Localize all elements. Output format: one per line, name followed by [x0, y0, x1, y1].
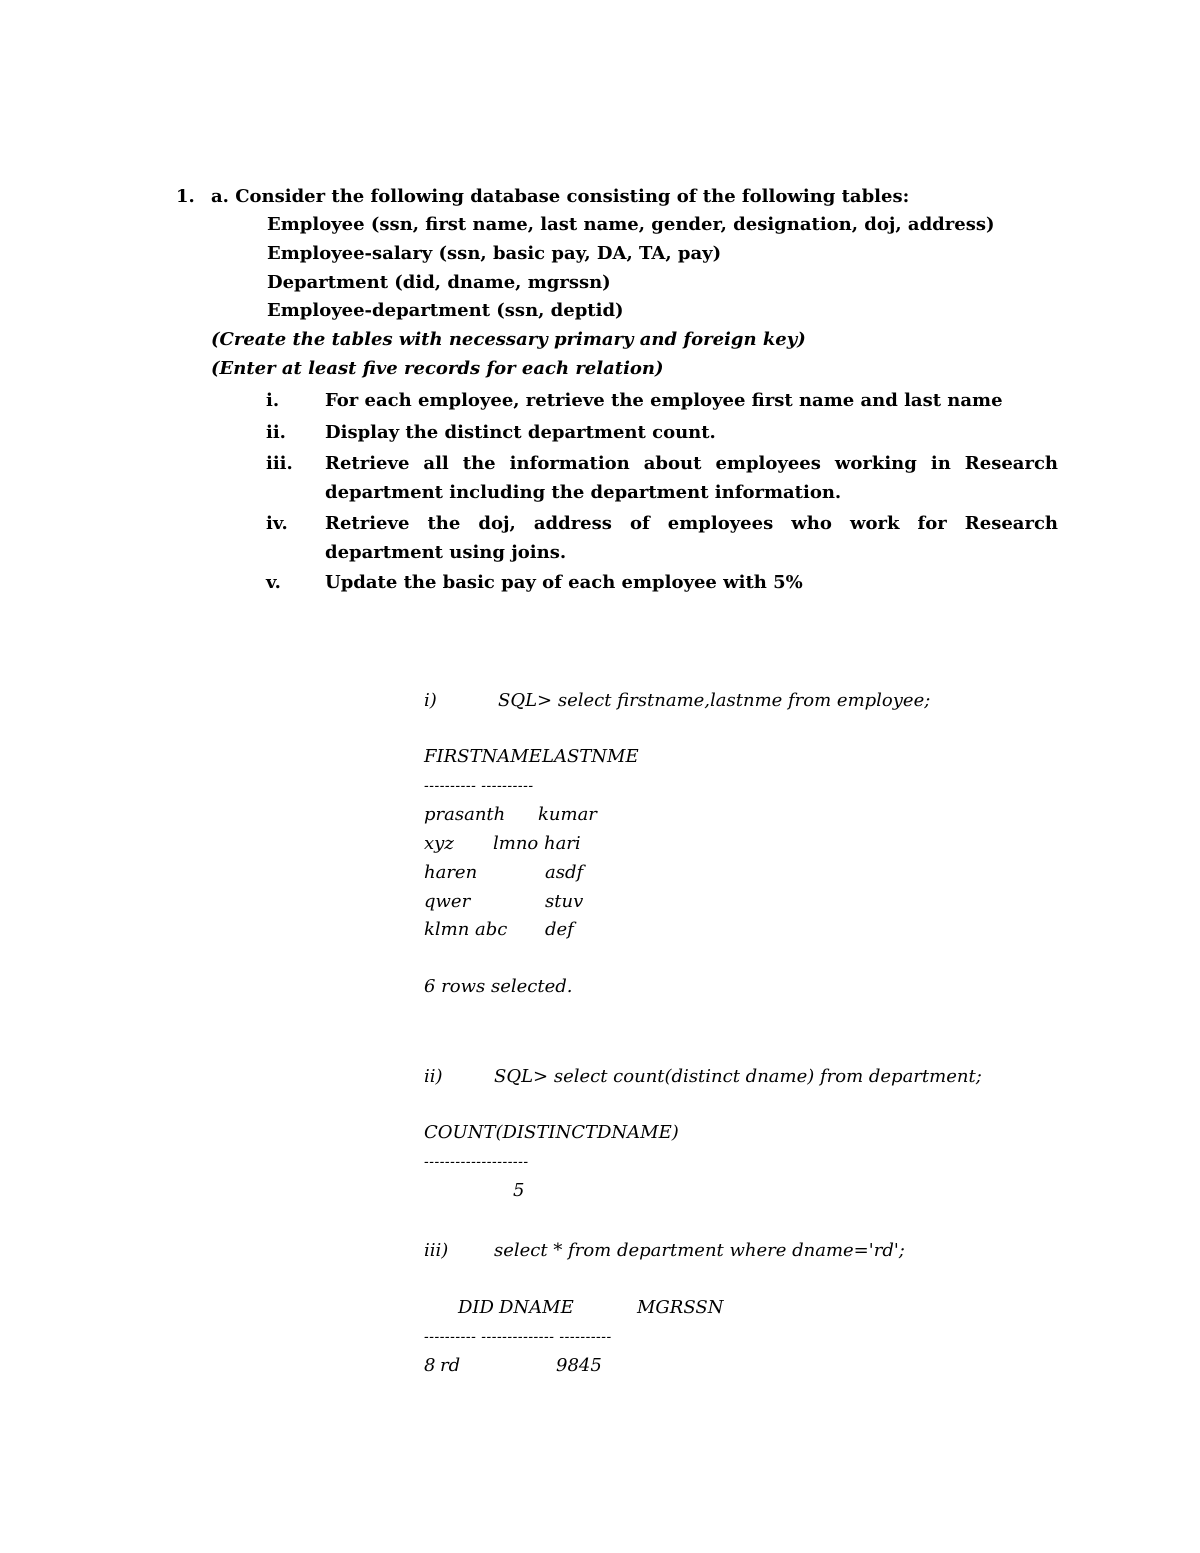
answer-label: i): [424, 690, 437, 711]
item-number: v.: [266, 572, 281, 593]
result-footer: 6 rows selected.: [424, 976, 573, 997]
result-separator: ---------- -------------- ----------: [424, 1329, 612, 1345]
column-header: DID: [458, 1297, 494, 1318]
result-cell: asdf: [545, 862, 584, 883]
item-number: iv.: [266, 513, 288, 534]
item-text: Retrieve all the information about employees working in Research department including the department information.: [325, 453, 1058, 503]
result-cell: 5: [513, 1180, 525, 1201]
item-number: i.: [266, 390, 280, 411]
note-records: (Enter at least five records for each relation): [211, 358, 664, 379]
result-cell: kumar: [538, 804, 597, 825]
table-department: Department (did, dname, mgrssn): [267, 272, 611, 293]
result-cell: haren: [424, 862, 478, 883]
question-intro: a. Consider the following database consisting of the following tables:: [211, 186, 910, 207]
column-header: FIRSTNAME: [424, 746, 542, 767]
result-cell: lmno hari: [493, 833, 581, 854]
result-cell: stuv: [545, 891, 584, 912]
result-cell: klmn abc: [424, 919, 508, 940]
item-text: For each employee, retrieve the employee first name and last name: [325, 390, 1003, 411]
column-header: COUNT(DISTINCTDNAME): [424, 1122, 679, 1143]
result-cell: def: [545, 919, 574, 940]
sql-query: select * from department where dname='rd';: [494, 1240, 905, 1261]
result-cell: qwer: [424, 891, 471, 912]
table-employee: Employee (ssn, first name, last name, gender, designation, doj, address): [267, 214, 995, 235]
table-employee-salary: Employee-salary (ssn, basic pay, DA, TA, pay): [267, 243, 722, 264]
result-separator: --------------------: [424, 1154, 529, 1170]
item-number: ii.: [266, 422, 286, 443]
column-header: LASTNME: [542, 746, 639, 767]
result-cell: 8: [424, 1355, 436, 1376]
column-header: MGRSSN: [637, 1297, 724, 1318]
note-keys: (Create the tables with necessary primary and foreign key): [211, 329, 806, 350]
result-cell: xyz: [424, 833, 454, 854]
result-cell: 9845: [556, 1355, 602, 1376]
result-separator: ---------- ----------: [424, 778, 534, 794]
result-cell: prasanth: [424, 804, 506, 825]
column-header: DNAME: [499, 1297, 574, 1318]
item-text: Display the distinct department count.: [325, 422, 716, 443]
item-number: iii.: [266, 453, 293, 474]
item-text: Retrieve the doj, address of employees who work for Research department using joins.: [325, 513, 1058, 563]
table-employee-department: Employee-department (ssn, deptid): [267, 300, 624, 321]
question-number: 1.: [176, 186, 195, 207]
item-text: Update the basic pay of each employee with 5%: [325, 572, 803, 593]
sql-query: SQL> select firstname,lastnme from employee;: [498, 690, 931, 711]
sql-query: SQL> select count(distinct dname) from department;: [494, 1066, 982, 1087]
answer-label: iii): [424, 1240, 449, 1261]
answer-label: ii): [424, 1066, 443, 1087]
result-cell: rd: [440, 1355, 461, 1376]
